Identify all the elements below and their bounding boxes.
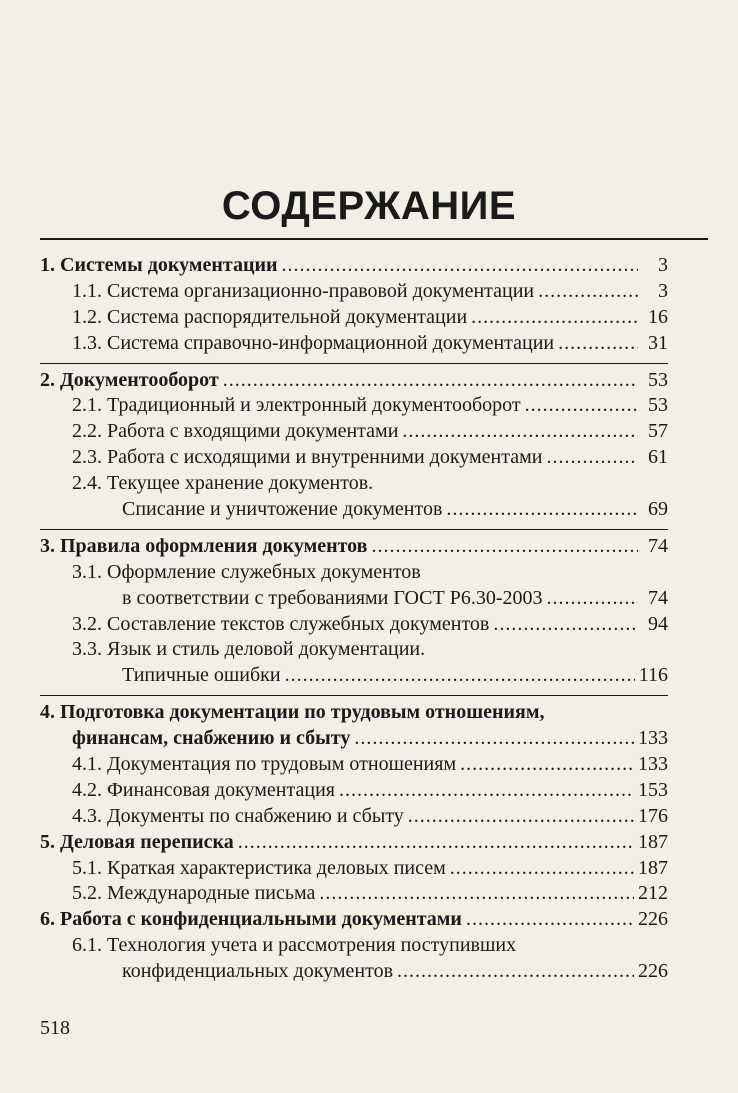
toc-entry-title: 1. Системы документации bbox=[40, 254, 278, 276]
dot-leader bbox=[371, 534, 638, 560]
toc-entry-page: 94 bbox=[648, 612, 668, 635]
toc-entry-page: 133 bbox=[638, 727, 668, 750]
toc-section bbox=[40, 497, 668, 523]
toc-entry-title: 4.1. Документация по трудовым отношениям bbox=[72, 753, 457, 776]
toc-chapter bbox=[40, 368, 668, 394]
dot-leader bbox=[525, 393, 638, 419]
toc-chapter bbox=[40, 700, 668, 726]
toc-entry-page: 176 bbox=[638, 804, 668, 827]
toc-entry-title: 4. Подготовка документации по трудовым отношениям, bbox=[40, 701, 545, 724]
chapter-separator bbox=[40, 363, 668, 364]
toc-section bbox=[40, 637, 668, 663]
toc-entry-title: 2.1. Традиционный и электронный документооборот bbox=[72, 394, 521, 417]
toc-entry-page: 116 bbox=[638, 664, 668, 687]
toc-entry-title: 2.4. Текущее хранение документов. bbox=[72, 472, 374, 495]
toc-chapter bbox=[40, 830, 668, 856]
toc-entry-page: 226 bbox=[638, 908, 668, 931]
toc-entry-title: финансам, снабжению и сбыту bbox=[72, 727, 351, 750]
dot-leader bbox=[285, 663, 635, 689]
toc-entry-title: в соответствии с требованиями ГОСТ Р6.30-2003 bbox=[122, 586, 543, 609]
dot-leader bbox=[223, 368, 638, 394]
toc-entry-page: 69 bbox=[648, 498, 668, 521]
page-title: СОДЕРЖАНИЕ bbox=[221, 184, 517, 228]
toc-entry-title: 4.3. Документы по снабжению и сбыту bbox=[72, 804, 404, 827]
toc-entry-title: Типичные ошибки bbox=[122, 664, 281, 687]
toc-entry-page: 74 bbox=[648, 586, 668, 609]
toc-chapter bbox=[40, 534, 668, 560]
toc-entry-page: 61 bbox=[648, 446, 668, 469]
dot-leader bbox=[282, 253, 638, 279]
toc-section bbox=[40, 393, 668, 419]
toc-entry-title: 3.3. Язык и стиль деловой документации. bbox=[72, 638, 426, 661]
toc-section bbox=[40, 445, 668, 471]
toc-entry-page: 133 bbox=[638, 753, 668, 776]
toc-entry-title: 1.1. Система организационно-правовой документации bbox=[72, 279, 535, 302]
toc-entry-page: 53 bbox=[648, 394, 668, 417]
toc-entry-page: 31 bbox=[648, 331, 668, 354]
dot-leader bbox=[339, 778, 634, 804]
toc-entry-page: 57 bbox=[648, 420, 668, 443]
toc-entry-page: 212 bbox=[638, 882, 668, 905]
toc-entry-title: 1.3. Система справочно-информационной документации bbox=[72, 331, 555, 354]
dot-leader bbox=[397, 959, 634, 985]
dot-leader bbox=[471, 305, 638, 331]
toc-entry-title: 3. Правила оформления документов bbox=[40, 534, 368, 557]
toc-entry-title: конфиденциальных документов bbox=[122, 960, 394, 983]
toc-section bbox=[40, 586, 668, 612]
toc-section bbox=[40, 471, 668, 497]
toc-chapter bbox=[40, 253, 668, 279]
toc-chapter bbox=[40, 907, 668, 933]
toc-section bbox=[40, 279, 668, 305]
toc-entry-page: 53 bbox=[648, 368, 668, 391]
dot-leader bbox=[450, 856, 634, 882]
title-rule bbox=[40, 238, 708, 240]
toc-entry-page: 3 bbox=[658, 279, 668, 302]
dot-leader bbox=[493, 612, 638, 638]
toc-entry-page: 187 bbox=[638, 830, 668, 853]
dot-leader bbox=[354, 726, 634, 752]
chapter-separator bbox=[40, 529, 668, 530]
toc-section bbox=[40, 752, 668, 778]
dot-leader bbox=[446, 497, 638, 523]
dot-leader bbox=[546, 586, 638, 612]
toc-section bbox=[40, 881, 668, 907]
toc-entry-title: 2.2. Работа с входящими документами bbox=[72, 420, 399, 443]
toc-entry-title: 5.1. Краткая характеристика деловых писем bbox=[72, 856, 446, 879]
toc-entry-title: 3.1. Оформление служебных документов bbox=[72, 560, 421, 583]
dot-leader bbox=[538, 279, 638, 305]
toc-section bbox=[40, 804, 668, 830]
toc-entry-page: 16 bbox=[648, 305, 668, 328]
dot-leader bbox=[238, 830, 634, 856]
toc-chapter bbox=[40, 726, 668, 752]
toc-section bbox=[40, 331, 668, 357]
chapter-separator bbox=[40, 695, 668, 696]
dot-leader bbox=[466, 907, 634, 933]
toc-entry-title: 4.2. Финансовая документация bbox=[72, 778, 335, 801]
dot-leader bbox=[558, 331, 638, 357]
toc-section bbox=[40, 419, 668, 445]
page-number: 518 bbox=[40, 1017, 70, 1039]
dot-leader bbox=[546, 445, 638, 471]
dot-leader bbox=[402, 419, 638, 445]
toc-entry-title: 6.1. Технология учета и рассмотрения поступивших bbox=[72, 934, 517, 957]
toc-entry-title: 3.2. Составление текстов служебных документов bbox=[72, 612, 490, 635]
table-of-contents bbox=[40, 253, 668, 985]
toc-entry-title: 2. Документооборот bbox=[40, 368, 219, 391]
toc-entry-page: 226 bbox=[638, 960, 668, 983]
toc-entry-title: 2.3. Работа с исходящими и внутренними документами bbox=[72, 446, 543, 469]
toc-entry-page: 187 bbox=[638, 856, 668, 879]
toc-entry-page: 74 bbox=[648, 534, 668, 557]
toc-section bbox=[40, 778, 668, 804]
dot-leader bbox=[319, 881, 634, 907]
toc-entry-title: 5. Деловая переписка bbox=[40, 830, 234, 853]
toc-section bbox=[40, 856, 668, 882]
dot-leader bbox=[460, 752, 634, 778]
toc-section bbox=[40, 959, 668, 985]
toc-entry-page: 3 bbox=[658, 254, 668, 276]
dot-leader bbox=[408, 804, 634, 830]
toc-entry-page: 153 bbox=[638, 778, 668, 801]
toc-section bbox=[40, 612, 668, 638]
toc-entry-title: Списание и уничтожение документов bbox=[122, 498, 443, 521]
toc-entry-title: 6. Работа с конфиденциальными документами bbox=[40, 908, 462, 931]
toc-section bbox=[40, 663, 668, 689]
toc-section bbox=[40, 560, 668, 586]
toc-entry-title: 5.2. Международные письма bbox=[72, 882, 316, 905]
toc-section bbox=[40, 933, 668, 959]
toc-section bbox=[40, 305, 668, 331]
toc-entry-title: 1.2. Система распорядительной документации bbox=[72, 305, 468, 328]
